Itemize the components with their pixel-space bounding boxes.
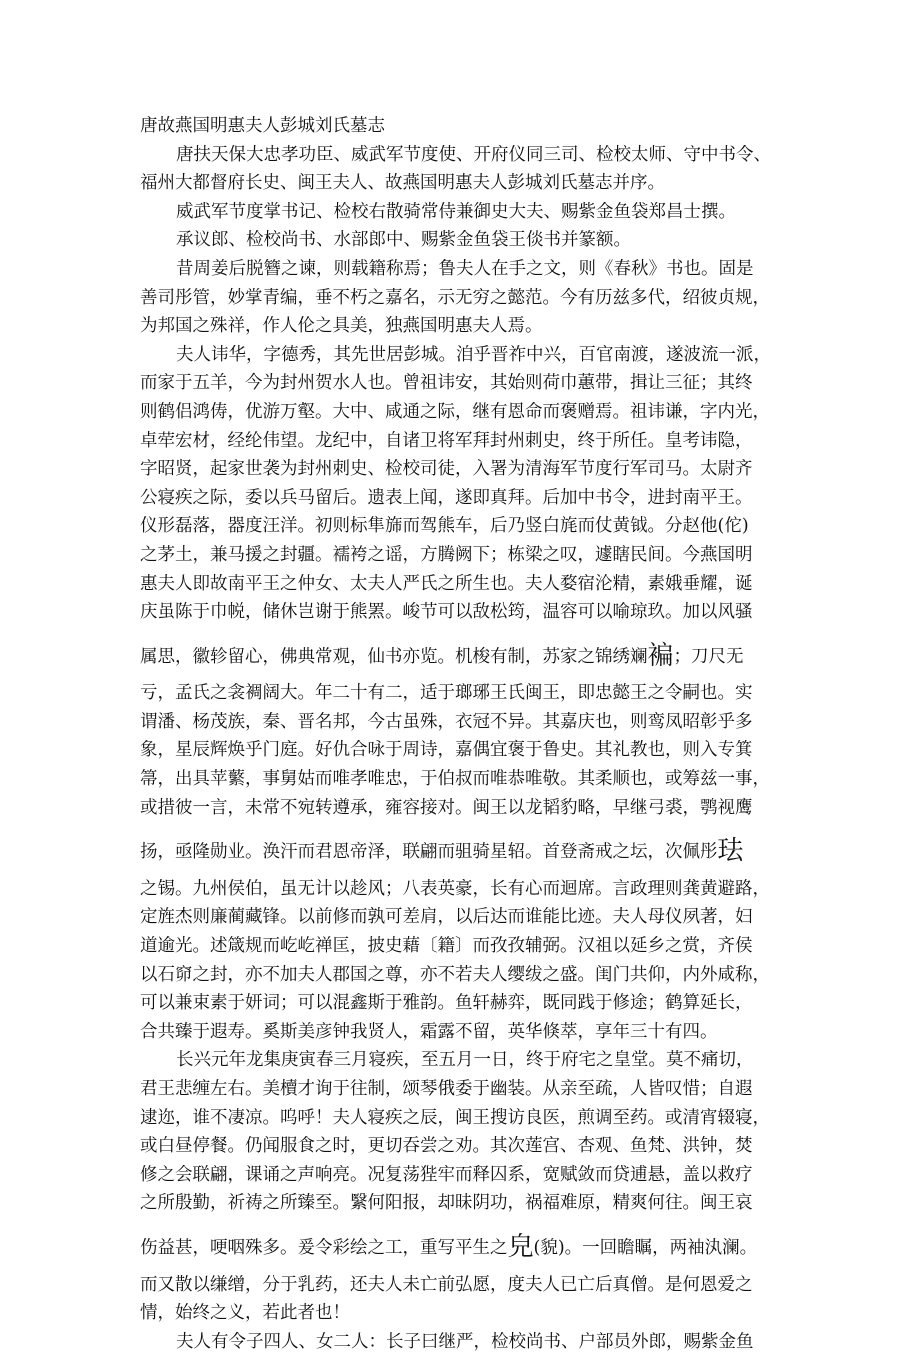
text-line: 修之会联翩，课诵之声响亮。况复荡狴牢而释囚系，宽赋敛而贷逋悬，盖以救疗 (140, 1164, 753, 1185)
text-segment: ；刀尺无 (673, 646, 744, 667)
text-line: 昔周姜后脱簪之谏，则载籍称焉；鲁夫人在手之文，则《春秋》书也。固是 (176, 258, 754, 279)
text-line-with-glyph (140, 838, 785, 867)
text-line: 字昭贤，起家世袭为封州刺史、检校司徒，入署为清海军节度行军司马。太尉齐 (140, 459, 753, 480)
text-line: 象，星辰辉焕乎门庭。好仇合咏于周诗，嘉偶宜褒于鲁史。其礼教也，则入专箕 (140, 740, 753, 761)
text-line: 善司彤管，妙掌青编，垂不朽之嘉名，示无穷之懿范。今有历兹多代，绍彼贞规， (140, 287, 770, 308)
text-line: 威武军节度掌书记、检校右散骑常侍兼御史大夫、赐紫金鱼袋郑昌士撰。 (176, 201, 736, 222)
text-line: 为邦国之殊祥，作人伦之具美，独燕国明惠夫人焉。 (140, 316, 543, 337)
text-line: 箒，出具苹蘩，事舅姑而唯孝唯忠，于伯叔而唯恭唯敬。其柔顺也，或筹兹一事， (140, 769, 770, 790)
text-line: 或白昼停餐。仍闻服食之时，更切吞尝之劝。其次莲宫、杏观、鱼梵、洪钟，焚 (140, 1136, 753, 1157)
text-line-with-glyph (140, 1231, 785, 1263)
enlarged-glyph: 褊 (647, 640, 674, 671)
text-line: 道逾光。述箴规而屹屹禅匡，披史藉〔籍〕而孜孜辅弼。汉祖以延乡之赏，齐侯 (140, 936, 753, 957)
text-line: 而家于五羊，今为封州贺水人也。曾祖讳安，其始则荷巾蕙带，揖让三征；其终 (140, 373, 753, 394)
text-line: 可以兼束素于妍词；可以混鑫斯于雅韵。鱼轩赫弈，既同践于修途；鹤算延长， (140, 993, 753, 1014)
text-line: 或措彼一言，未常不宛转遵承，雍容接对。闽王以龙韬豹略，早继弓裘，鹗视鹰 (140, 797, 753, 818)
text-line: 唐扶天保大忠孝功臣、威武军节度使、开府仪同三司、检校太师、守中书令、 (176, 144, 771, 165)
text-line: 君王悲缠左右。美櫝才询于往制，颂琴俄委于幽装。从亲至疏，人皆叹惜；自遐 (140, 1079, 753, 1099)
epitaph-document (140, 112, 785, 1356)
text-segment: 扬，亟隆勋业。涣汗而君恩帝泽，联翩而驵骑星轺。首登斋戒之坛，次佩彤 (140, 842, 718, 863)
text-segment: (貌)。一回瞻瞩，两袖汍澜。 (533, 1237, 758, 1258)
text-line: 公寝疾之际，委以兵马留后。遗表上闻，遂即真拜。后加中书令，进封南平王。 (140, 487, 753, 508)
text-line: 仪形磊落，器度汪洋。初则标隼旆而驾熊车，后乃竖白旄而仗黄钺。分赵他(佗) (140, 516, 749, 537)
text-line: 福州大都督府长史、闽王夫人、故燕国明惠夫人彭城刘氏墓志并序。 (140, 173, 665, 194)
text-line: 而又散以缣缯，分于乳药，还夫人未亡前弘愿，度夫人已亡后真僧。是何恩爱之 (140, 1274, 753, 1295)
text-line-with-glyph (140, 640, 785, 672)
text-line: 情，始终之义，若此者也！ (140, 1303, 350, 1324)
text-line: 之所殷勤，祈祷之所臻至。繄何阳报，却昧阴功，祸福难原，精爽何往。闽王哀 (140, 1193, 753, 1214)
enlarged-glyph: 皃 (507, 1231, 534, 1262)
text-segment: 伤益甚，哽咽殊多。爰令彩绘之工，重写平生之 (140, 1237, 508, 1258)
text-line: 谓潘、杨茂族，秦、晋名邦，今古虽殊，衣冠不异。其嘉庆也，则鸾凤昭彰乎多 (140, 711, 753, 732)
text-line: 夫人讳华，字德秀，其先世居彭城。洎乎晋祚中兴，百官南渡，遂波流一派， (176, 344, 771, 365)
text-line: 卓荦宏材，经纶伟望。龙纪中，自诸卫将军拜封州刺史，终于所任。皇考讳隐， (140, 430, 753, 451)
text-line: 则鹤侣鸿俦，优游万壑。大中、咸通之际，继有恩命而褒赠焉。祖讳谦，字内光， (140, 401, 770, 422)
text-line: 以石窌之封，亦不加夫人郡国之尊，亦不若夫人缨绂之盛。闺门共仰，内外咸称， (140, 964, 770, 985)
text-line: 逮迩，谁不凄凉。呜呼！夫人寝疾之辰，闽王搜访良医，煎调至药。或清宵辍寝， (140, 1107, 770, 1128)
text-line: 亏，孟氏之衾裯阔大。年二十有二，适于瑯琊王氏闽王，即忠懿王之令嗣也。实 (140, 683, 753, 704)
enlarged-glyph: 珐 (717, 836, 744, 867)
text-line: 承议郎、检校尚书、水部郎中、赐紫金鱼袋王倓书并篆额。 (176, 230, 631, 251)
text-line: 夫人有令子四人、女二人：长子曰继严，检校尚书、户部员外郎，赐紫金鱼 (176, 1331, 754, 1352)
document-title: 唐故燕国明惠夫人彭城刘氏墓志 (140, 116, 385, 136)
text-line: 惠夫人即故南平王之仲女、太夫人严氏之所生也。夫人婺宿沦精，素娥垂耀，诞 (140, 573, 753, 594)
text-line: 长兴元年龙集庚寅春三月寝疾，至五月一日，终于府宅之皇堂。莫不痛切， (176, 1050, 754, 1071)
text-line: 之锡。九州侯伯，虽无计以趁风；八表英豪，长有心而迴席。言政理则龚黄避路， (140, 878, 770, 899)
text-line: 之茅土，兼马援之封疆。襦袴之谣，方腾阙下；栋梁之叹，遽瞎民间。今燕国明 (140, 544, 753, 565)
text-segment: 属思，徽轸留心，佛典常观，仙书亦览。机梭有制，苏家之锦绣斓 (140, 646, 648, 667)
text-line: 合共臻于遐寿。奚斯美彦钟我贤人，霜露不留，英华倏萃，享年三十有四。 (140, 1021, 718, 1042)
text-line: 定旌杰则廉蔺藏锋。以前修而孰可差肩，以后达而谁能比迹。夫人母仪夙著，妇 (140, 907, 753, 928)
text-line: 庆虽陈于巾帨，储休岂谢于熊罴。峻节可以敌松筠，温容可以喻琼玖。加以风骚 (140, 602, 753, 623)
